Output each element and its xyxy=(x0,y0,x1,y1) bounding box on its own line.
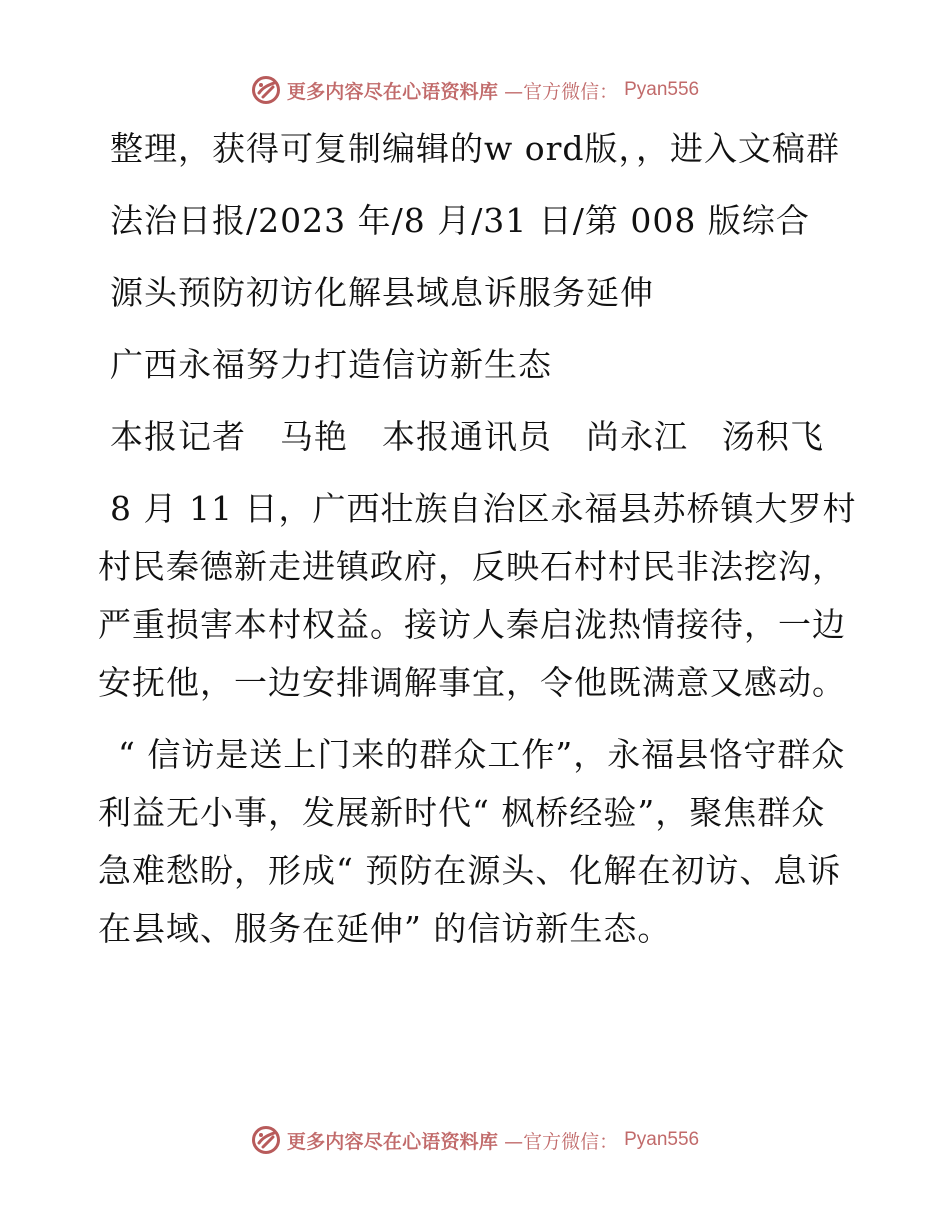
paragraph-headline: 源头预防初访化解县域息诉服务延伸 xyxy=(110,273,654,312)
watermark-id: Pyan556 xyxy=(624,1129,700,1150)
watermark-header xyxy=(0,70,950,110)
paragraph-intro: 整理，获得可复制编辑的w ord版，，进入文稿群 xyxy=(110,129,841,168)
watermark-suffix: —官方微信： xyxy=(504,80,619,103)
paragraph-source: 法治日报/2023 年/8 月/31 日/第 008 版综合 xyxy=(110,201,810,240)
watermark-suffix: —官方微信： xyxy=(504,1130,619,1153)
brand-logo-icon xyxy=(251,1125,281,1155)
watermark-footer xyxy=(0,1120,950,1160)
paragraph-subheadline: 广西永福努力打造信访新生态 xyxy=(110,345,552,384)
watermark-text: 更多内容尽在心语资料库 xyxy=(286,80,499,103)
paragraph-body-2: “ 信访是送上门来的群众工作”，永福县恪守群众利益无小事，发展新时代“ 枫桥经验”，聚焦群众急难愁盼，形成“ 预防在源头、化解在初访、息诉在县域、服务在延伸” 的信访新生态。 xyxy=(98,735,846,948)
document-content xyxy=(98,120,858,958)
paragraph-byline: 本报记者 马艳 本报通讯员 尚永江 汤积飞 xyxy=(110,417,824,456)
paragraph-body-1: 8 月 11 日，广西壮族自治区永福县苏桥镇大罗村村民秦德新走进镇政府，反映石村村民非法挖沟，严重损害本村权益。接访人秦启泷热情接待，一边安抚他，一边安排调解事宜，令他既满意又感动。 xyxy=(98,489,857,702)
watermark-id: Pyan556 xyxy=(624,79,700,100)
brand-logo-icon xyxy=(251,75,281,105)
watermark-text: 更多内容尽在心语资料库 xyxy=(286,1130,499,1153)
